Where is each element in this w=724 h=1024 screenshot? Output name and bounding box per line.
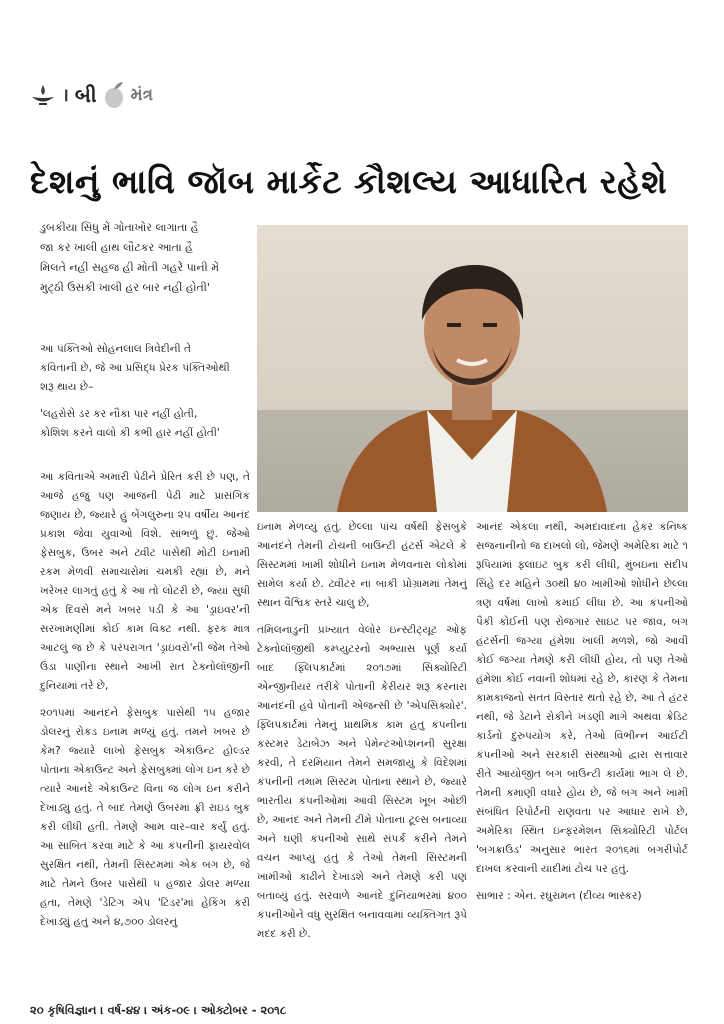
poem-line: મુટ્ઠી ઉસકી ખાલી હર બાર નહીં હોતી'	[40, 281, 210, 294]
column-3	[476, 518, 688, 914]
intro-line: આ પંક્તિઓ સોહનલાલ ત્રિવેદીની તે	[40, 343, 192, 355]
intro-line: શરૂ થાય છે–	[40, 381, 94, 393]
paragraph: ૨૦૧૫માં આનંદને ફેસબુક પાસેથી ૧૫ હજાર ડોલરનું રોકડ ઇનામ મળ્યું હતું. તમને ખબર છે કેમ? જ્યારે લાખો ફેસબુક એકાઉન્ટ હોલ્ડર પોતાના એકાઉન્ટ અને ફેસબુક્માં લોગ ઇન કરે છે ત્યારે આનંદે એકાઉન્ટ વિના જ લોગ ઇન કરીને દેખાડ્યું હતું. તે બાદ તેમણે ઉબરમાં ફ્રી રાઇડ બુક કરી લીધી હતી. તેમણે આમ વાર–વાર કર્યું હતું. આ સાબિત કરવા માટે કે આ કંપનીની ફાયરવોલ સુરક્ષિત નથી, તેમની સિસ્ટમમાં એક બગ છે, જે માટે તેમને ઉબર પાસેથી ૫ હજાર ડોલર મળ્યા હતા, તેમણે 'ડેટિંગ એપ 'ટિંડર'માં હેકિંગ કરી દેખાડ્યું હતું અને ૪,૭૦૦ ડોલરનું	[40, 707, 250, 928]
portrait-photo	[257, 225, 688, 512]
section-word-bi: બી	[74, 83, 97, 107]
poem-line: મિલતે નહીં સહજ હી મોતી ગહરે પાની મેં	[40, 261, 220, 274]
intro-line: કવિતાની છે, જે આ પ્રસિદ્ધ પ્રેરક પંક્તિઓથી	[40, 362, 230, 374]
diya-lamp-icon	[30, 84, 56, 106]
paragraph: આ કવિતાએ અમારી પેઢીને પ્રેરિત કરી છે પણ, તે આજે હજુ પણ આજની પેઢી માટે પ્રાસંગિક જણાય છે, જ્યારે હું બેંગલુરુના ૨૫ વર્ષીય આનંદ પ્રકાશ જેવા યુવાઓ વિશે. સાંભળું છું. જેઓ ફેસબુક, ઉબર અને ટ્વીટ પાસેથી મોટી ઇનામી રકમ મેળવી સમાચારોમાં ચમકી રહ્યાં છે, મને ખરેખર લાગતું હતું કે આ તો લોટરી છે, જ્યાં સુધી એક દિવસે મને ખબર પડી કે આ 'ડ્રાઇવર'ની સરખામણીમાં કોઈ કામ વિક્ટ નથી. ફરક માત્ર આટલું જ છે કે પરંપરાગત 'ડ્રાઇવરો'ની જેમ તેઓ ઉંડા પાણીના સ્થાને આખી રાત ટેક્નોલૉજીની દુનિયામાં તરે છે,	[40, 471, 250, 692]
paragraph: ઇનામ મેળવ્યું હતું. છેલ્લા પાંચ વર્ષથી ફેસબુકે આનંદને તેમની ટોચની બાઉન્ટી હંટર્સ એટલે કે સિસ્ટમમાં ખામી શોધીને ઇનામ મેળવનારા લોકોમાં સામેલ કર્યા છે. ટ્વીટર ના બાકી પ્રોગ્રામમાં તેમનું સ્થાન વૈશ્વિક સ્તરે ચાલુ છે,	[257, 521, 467, 609]
section-word-mantra: મંત્ર	[130, 85, 154, 105]
section-separator: ।	[62, 85, 69, 106]
quote-line: 'લહરોસે ડર કર નૌકા પાર નહીં હોતી,	[40, 408, 198, 420]
page-footer: ૨૦ કૃષિવિજ્ઞાન । વર્ષ-૪૪ । અંક-૦૯ । ઓક્ટોબર - ૨૦૧૮	[30, 1003, 287, 1017]
portrait-image	[257, 225, 688, 512]
source-credit: સાભાર : એન. રઘુરામન (દીવ્ય ભાસ્કર)	[476, 890, 642, 902]
section-header	[30, 80, 153, 110]
paragraph: આનંદ એકલા નથી, અમદાવાદના હેકર કનિષ્ક સજનાનીનો જ દાખલો લો, જેમણે અમેરિકા માટે ૧ રૂપિયામાં ફ્લાઇટ બુક કરી લીધી, મુંબઇના સંદીપ સિંહે દર મહિને ૩૦થી ૪૦ ખામીઓ શોધીને છેલ્લા ત્રણ વર્ષમાં લાખો કમાઈ લીધા છે. આ કંપનીઓ પૈકી કોઈની પણ રોજગાર સાઇટ પર જાવ, બગ હંટર્સની જગ્યા હંમેશા ખાલી મળશે, જો આવી કોઈ જગ્યા તેમણે કરી લીધી હોય, તો પણ તેઓ હંમેશા કોઈ નવાની શોધમાં રહે છે, કારણ કે તેમના કામકાજનો સતત વિસ્તાર થતો રહે છે, આ તે હંટર નથી, જે ડેટાને રોકીને ખંડણી માગે અથવા ક્રેડિટ કાર્ડનો દુરુપયોગ કરે, તેઓ વિભીન્ન આઈટી કંપનીઓ અને સરકારી સંસ્થાઓ દ્વારા સત્તાવાર રીતે આયોજીત બગ બાઉન્ટી કાર્યમાં ભાગ લે છે. તેમની કમાણી વધારે હોય છે, જે બગ અને ખામી સંબંધિત રિપોર્ટની રાણવતા પર આધાર રાખે છે, અમેરિકા સ્થિત ઇન્ફરમેશન સિક્યોરિટી પોર્ટલ 'બગક્રાઉડ' અનુસાર ભારત ૨૦૧૬માં બગરીપોર્ટ દાખલ કરવાની યાદીમાં ટોચ પર હતું.	[476, 521, 688, 875]
column-1	[40, 468, 250, 940]
poem-line: ડુબકીયા સિંધુ મેં ગોતાખોર લાગાતા હૈ	[40, 221, 199, 234]
poem-block	[40, 218, 255, 298]
paragraph: તમિલનાડુની પ્રખ્યાત વેલોર ઇન્સ્ટીટ્યૂટ ઓફ ટેક્નોલૉજીથી કમ્પ્યુટરનો અભ્યાસ પૂર્ણ કર્યા બાદ ફ્લિપકાર્ટમાં ૨૦૧૭માં સિક્યોરિટી એન્જીનીયર તરીકે પોતાની કેરીયર શરૂ કરનારા આનંદની હવે પોતાની એજન્સી છે 'એપસિક્યોર'. ફ્લિપકાર્ટમાં તેમનું પ્રાથમિક કામ હતુ કંપનીના કસ્ટમર ડેટાબેઝ અને પેમેન્ટઓપ્શનની સુરક્ષા કરવી, તે દરમિયાન તેમને સમજાયું કે વિદેશમાં કંપનીની તમામ સિસ્ટમ પોતાના સ્થાને છે, જ્યારે ભારતીય કંપનીઓમાં આવી સિસ્ટમ ખૂબ ઓછી છે, આનંદ અને તેમની ટીમે પોતાના ટૂલ્સ બનાવ્યા અને ઘણી કંપનીઓ સાથે સંપર્ક કરીને તેમને વચન આપ્યું હતું કે તેઓ તેમની સિસ્ટમની ખામીઓ કાઢીને દેખાડશે અને તેમણે કરી પણ બતાવ્યું હતું. સરવાળે આનંદે દુનિયાભરમાં ૪૦૦ કંપનીઓને વધુ સુરક્ષિત બનાવવામાં વ્યક્તિગત રૂપે મદદ કરી છે.	[257, 624, 467, 940]
article-title: દેશનું ભાવિ જૉબ માર્કેટ કૌશલ્ય આધારિત રહેશે	[30, 162, 668, 201]
quote-line: કોશિશ કરને વાલો કી કભી હાર નહીં હોતી'	[40, 427, 220, 439]
poem-line: જા કર ખાલી હાથ લૌટકર આતા હૈ	[40, 241, 193, 254]
seed-leaf-icon	[103, 81, 125, 109]
intro-block	[40, 340, 250, 443]
column-2	[257, 518, 467, 952]
